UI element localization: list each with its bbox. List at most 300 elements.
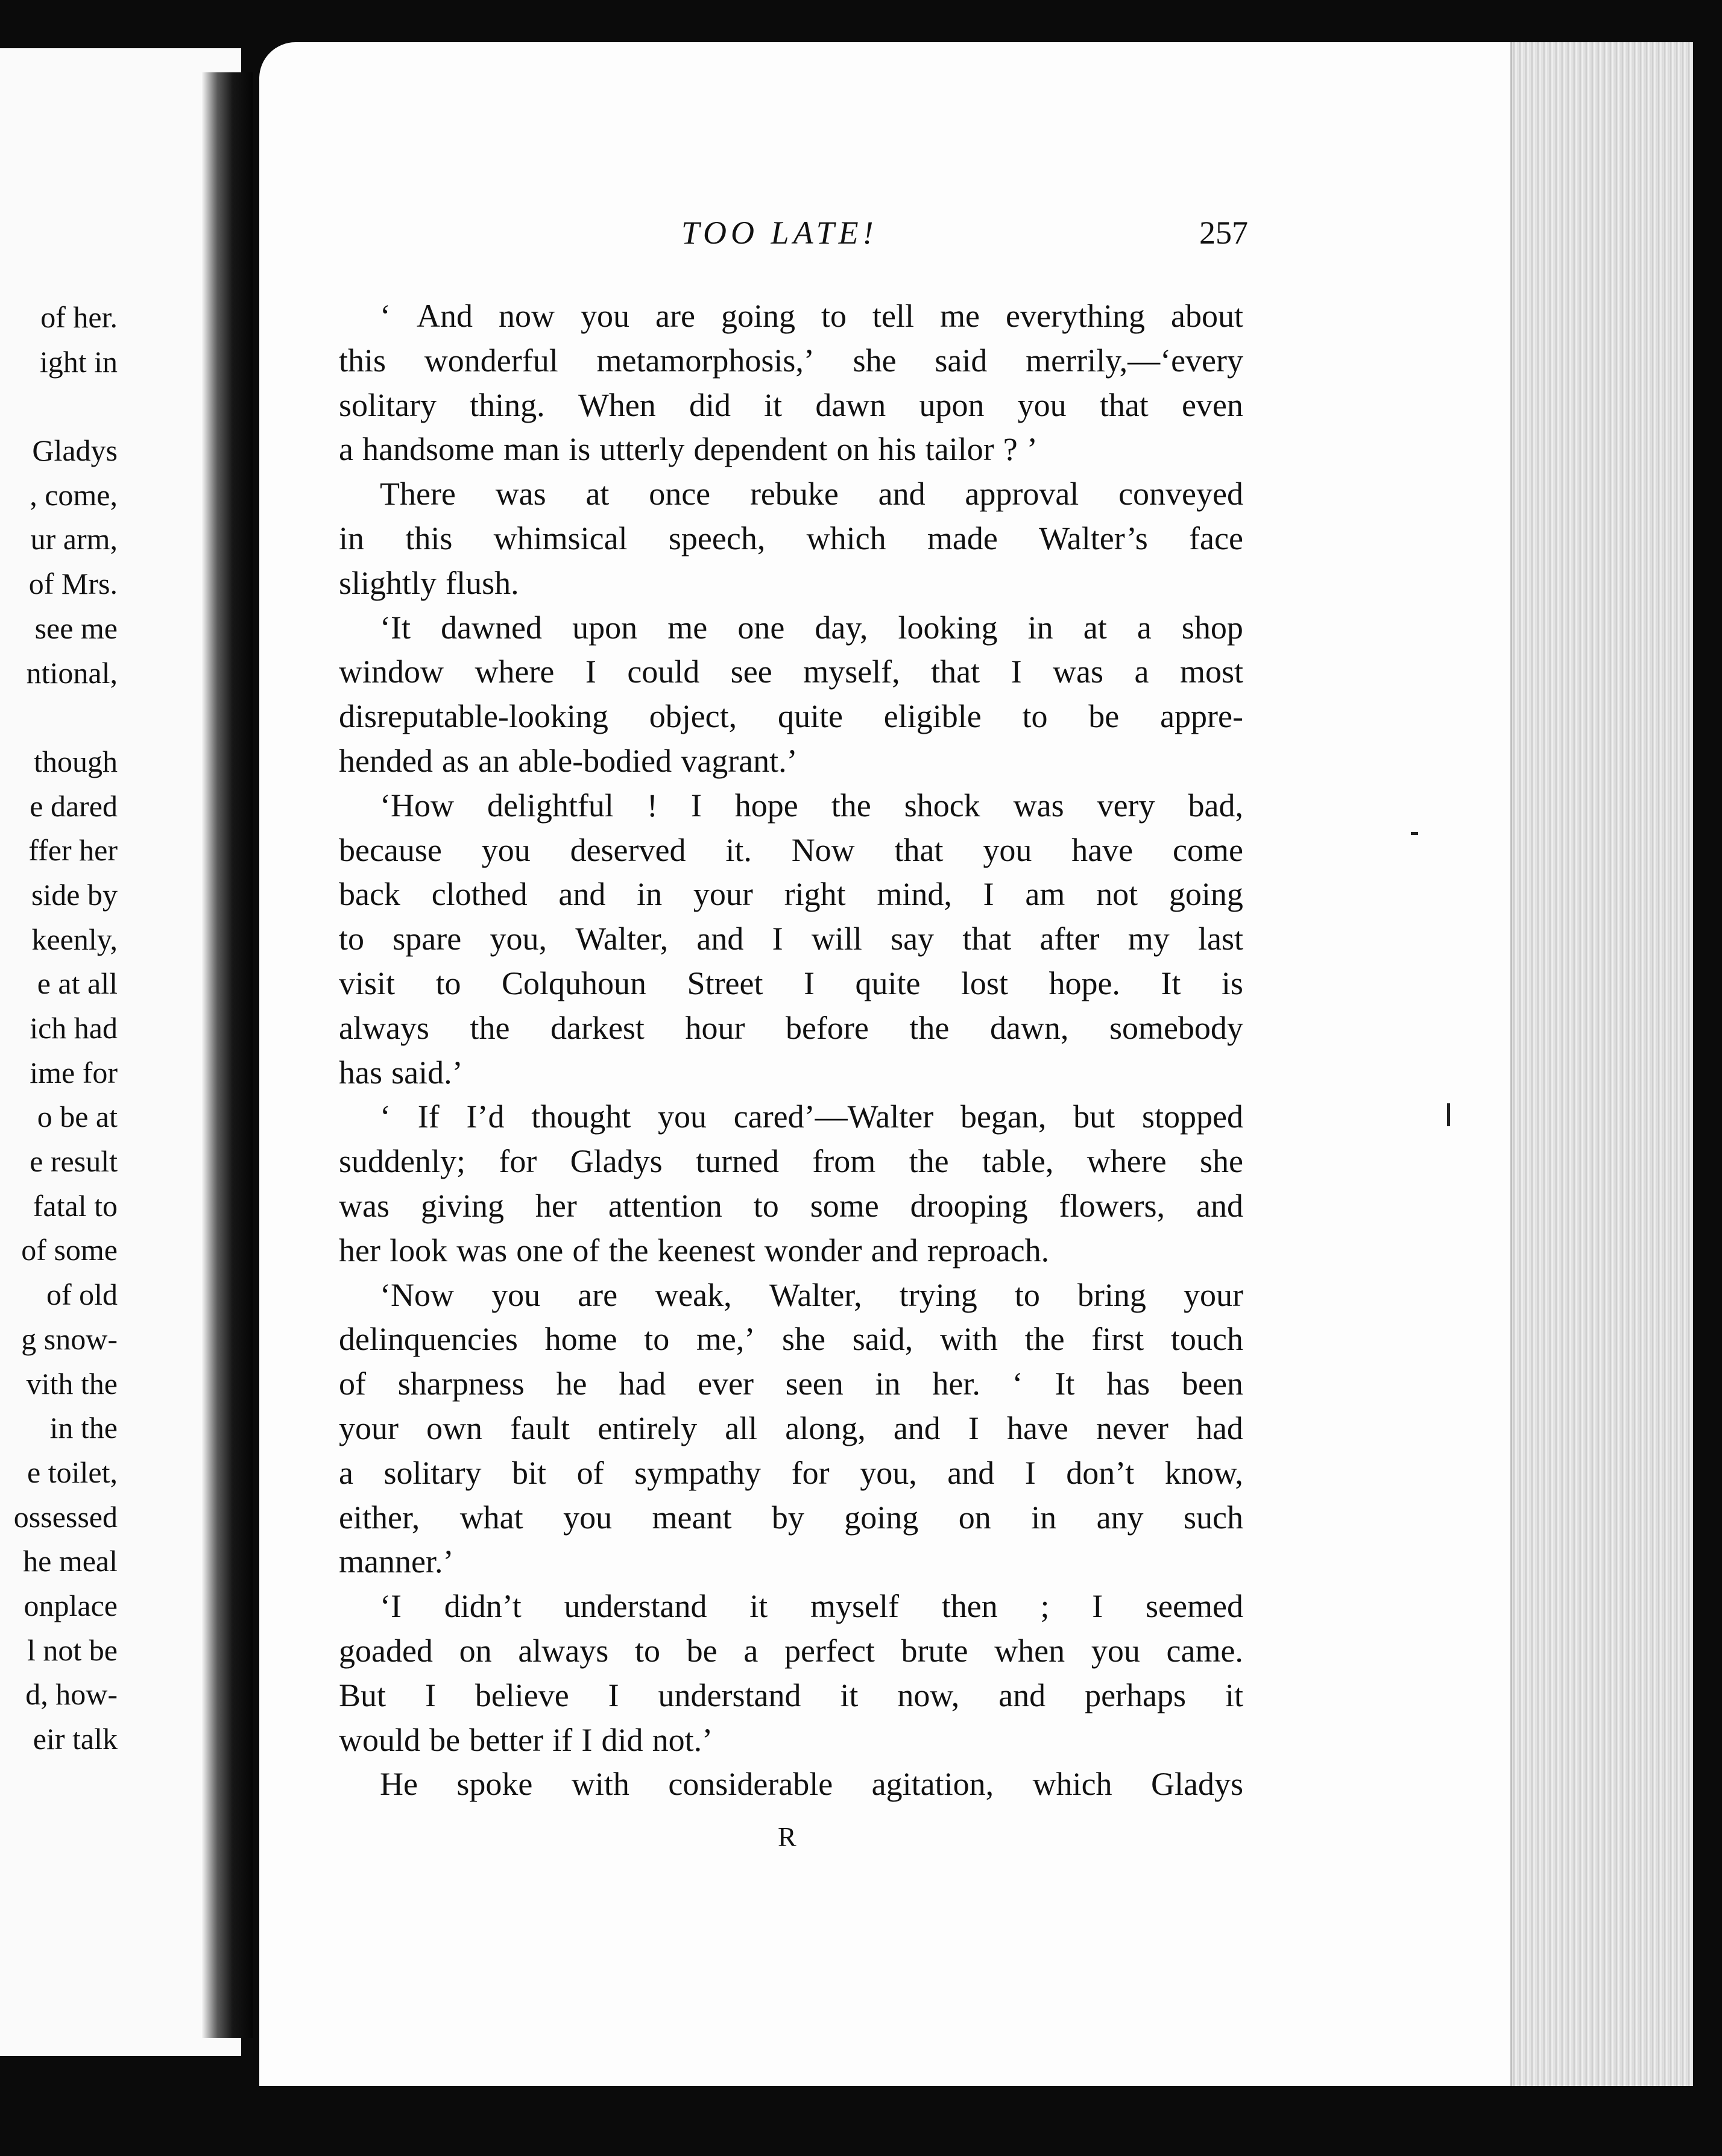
word: once [649,476,711,512]
left-page-line: in the [49,1411,118,1445]
word: this [405,520,453,556]
word: brute [901,1632,968,1669]
left-page-line: l not be [27,1633,118,1667]
left-page-line: fatal to [33,1188,118,1223]
word: bit [512,1454,547,1491]
word: sympathy [634,1454,762,1491]
word: perfect [784,1632,875,1669]
word: where [1086,1143,1167,1180]
word: now, [897,1677,960,1713]
word: always [518,1632,609,1669]
word: seen [785,1366,844,1402]
left-page-line: though [34,744,118,778]
left-page-line [0,695,118,740]
word: this [339,342,386,379]
word: touch [1170,1321,1243,1358]
text-line [339,1184,1243,1229]
word: going [1168,876,1243,913]
word: is [569,431,591,468]
word: your [693,876,753,913]
word: that [931,654,980,690]
word: the [470,1009,510,1046]
word: turned [695,1143,779,1180]
word: Colquhoun [502,965,647,1001]
word: about [1171,298,1243,334]
text-line [339,1229,1243,1273]
word: Gladys [570,1143,663,1180]
word: eligible [883,698,982,735]
word: the [831,787,871,824]
word: of [339,1366,366,1402]
word: to [435,965,461,1001]
word: conveyed [1118,476,1243,512]
word: it [749,1588,768,1625]
word: when [994,1632,1065,1669]
text-line [339,872,1243,917]
word: Walter, [769,1276,862,1313]
left-page-line: eir talk [33,1722,118,1756]
text-line [339,1006,1243,1051]
word: going [721,298,795,334]
word: most [1179,654,1243,690]
word: and [947,1454,995,1491]
word: come [1172,831,1243,868]
left-page-line: e toilet, [27,1455,118,1489]
text-line [339,650,1243,695]
page-number: 257 [1199,215,1248,251]
left-page-line: ime for [30,1055,118,1089]
word: ‘I [380,1588,402,1625]
word: and [871,1232,918,1269]
word: you [481,831,531,868]
word: and [696,921,744,957]
left-page-line: onplace [24,1588,118,1622]
word: the [909,1143,949,1180]
word: suddenly; [339,1143,465,1180]
word: somebody [1109,1009,1243,1046]
word: it. [725,831,752,868]
word: man [503,431,560,468]
word: I [585,654,596,690]
text-line [339,962,1243,1006]
word: home [544,1321,617,1358]
word: did [601,1721,643,1758]
text-line [339,917,1243,962]
word: said, [852,1321,913,1358]
word: face [1189,520,1243,556]
signature-mark: R [778,1821,796,1852]
word: even [1181,386,1243,423]
text-line [339,784,1243,828]
word: always [339,1009,429,1046]
word: and [878,476,926,512]
word: shock [904,787,980,824]
word: one [737,609,785,646]
text-line [339,1762,1243,1807]
word: thought [531,1098,631,1135]
word: such [1183,1499,1243,1536]
text-line [339,561,1243,606]
word: you [491,1276,541,1313]
word: solitary [383,1454,482,1491]
word: but [1073,1098,1115,1135]
word: hended [339,742,433,779]
word: as [442,742,470,779]
word: be [429,1721,461,1758]
word: day, [815,609,868,646]
word: Walter’s [1039,520,1148,556]
word: me [940,298,980,334]
word: Walter, [575,921,669,957]
word: she [1199,1143,1243,1180]
word: to [753,1187,779,1224]
body-text [339,294,1243,1807]
word: understand [564,1588,707,1625]
word: tailor [925,431,994,468]
word: to [634,1632,660,1669]
left-page-line: he meal [23,1544,118,1578]
text-line [339,1139,1243,1184]
word: lost [960,965,1008,1001]
word: said [935,342,988,379]
left-page-line: side by [31,877,118,912]
word: upon [919,386,985,423]
word: handsome [362,431,495,468]
word: by [771,1499,804,1536]
scan-speck [1411,832,1418,835]
word: to [339,921,365,957]
word: keenest [657,1232,755,1269]
word: first [1091,1321,1144,1358]
running-head [681,214,1248,262]
word: along, [785,1410,866,1446]
word: her [339,1232,380,1269]
word: looking [898,609,998,646]
word: drooping [910,1187,1028,1224]
text-line [339,695,1243,739]
word: you [983,831,1032,868]
text-line [339,1718,1243,1763]
word: There [380,476,456,512]
word: hope [734,787,798,824]
word: I [1024,1454,1036,1491]
left-page-line: , come, [30,478,118,512]
word: it [1225,1677,1243,1713]
left-page-line: e result [30,1144,118,1179]
word: with [571,1766,629,1803]
left-page-line: see me [34,611,118,645]
word: are [655,298,695,334]
word: manner.’ [339,1543,454,1580]
word: Now [791,831,855,868]
word: deserved [570,831,686,868]
word: know, [1164,1454,1243,1491]
word: either, [339,1499,420,1536]
page-edges [1510,42,1693,2086]
text-line [339,1317,1243,1362]
word: you [581,298,630,334]
left-page-line: of her. [40,300,118,334]
word: and [998,1677,1046,1713]
word: But [339,1677,386,1713]
word: ‘It [380,609,411,646]
word: seemed [1146,1588,1243,1625]
word: didn’t [444,1588,522,1625]
word: which [1032,1766,1112,1803]
word: at [585,476,610,512]
word: a [339,431,353,468]
word: I [772,921,783,957]
word: was [456,1232,508,1269]
word: delinquencies [339,1321,518,1358]
word: was [1053,654,1104,690]
word: at [1083,609,1107,646]
word: ‘How [380,787,454,824]
word: say [891,921,935,957]
word: if [552,1721,573,1758]
text-line [339,383,1243,428]
word: everything [1006,298,1145,334]
word: And [417,298,473,334]
word: an [478,742,509,779]
word: me,’ [696,1321,755,1358]
word: the [608,1232,649,1269]
word: on [958,1499,991,1536]
word: with [939,1321,998,1358]
word: a [743,1632,758,1669]
word: dawn [815,386,886,423]
word: he [556,1366,587,1402]
word: mind, [877,876,952,913]
word: trying [899,1276,977,1313]
left-page-line: ffer her [28,833,118,868]
word: I [1011,654,1022,690]
word: giving [420,1187,504,1224]
left-page-line: of Mrs. [28,567,118,601]
word: where [475,654,555,690]
word: ever [698,1366,754,1402]
text-line [339,739,1243,784]
word: she [853,342,897,379]
word: tell [872,298,915,334]
word: right [784,876,846,913]
word: be [1088,698,1120,735]
word: table, [982,1143,1054,1180]
word: could [627,654,700,690]
word: rebuke [749,476,839,512]
word: on [836,431,869,468]
left-page-line: ossessed [13,1499,118,1534]
word: did [689,386,731,423]
word: I [983,876,994,913]
book-gutter [202,72,253,2038]
word: your [339,1410,399,1446]
left-page-line: d, how- [25,1677,118,1712]
left-page-line: of old [46,1278,118,1312]
word: It [1161,965,1181,1001]
word: that [962,921,1012,957]
word: Street [687,965,763,1001]
word: is [1221,965,1243,1001]
word: quite [777,698,843,735]
text-line [339,1362,1243,1407]
word: dawn, [989,1009,1069,1046]
word: a [1137,609,1152,646]
word: her [535,1187,577,1224]
word: said.’ [391,1054,463,1091]
word: ‘Now [380,1276,454,1313]
left-page-line: e at all [37,966,118,1001]
word: one [516,1232,564,1269]
word: me [667,609,708,646]
word: in [875,1366,901,1402]
word: that [894,831,944,868]
text-line [339,1451,1243,1496]
word: agitation, [871,1766,994,1803]
word: on [459,1632,492,1669]
word: going [844,1499,919,1536]
word: you [658,1098,707,1135]
left-page-line: Gladys [32,433,118,468]
word: slightly [339,564,437,601]
word: in [1031,1499,1057,1536]
word: don’t [1066,1454,1135,1491]
word: myself, [803,654,900,690]
word: began, [960,1098,1047,1135]
word: If [417,1098,440,1135]
word: to [821,298,847,334]
word: very [1097,787,1155,824]
word: considerable [668,1766,833,1803]
word: of [572,1232,600,1269]
left-page-line: of some [21,1233,118,1267]
word: his [878,431,916,468]
text-line [339,517,1243,561]
word: back [339,876,400,913]
word: for [499,1143,537,1180]
word: dawned [441,609,543,646]
word: from [812,1143,876,1180]
word: object, [649,698,737,735]
word: to [1014,1276,1040,1313]
word: you [1017,386,1067,423]
word: approval [965,476,1079,512]
word: see [730,654,772,690]
text-line [339,1095,1243,1139]
text-line [339,427,1243,472]
word: I [581,1721,593,1758]
word: weak, [655,1276,732,1313]
word: delightful [487,787,614,824]
left-page-line: g snow- [21,1322,118,1356]
left-page-line: e dared [30,789,118,823]
word: have [1006,1410,1068,1446]
word: has [339,1054,382,1091]
word: ‘ [1012,1366,1023,1402]
word: solitary [339,386,437,423]
word: it [764,386,783,423]
word: and [558,876,606,913]
word: your [1184,1276,1243,1313]
word: bring [1077,1276,1146,1313]
word: bad, [1188,787,1243,824]
word: Gladys [1150,1766,1243,1803]
word: hope. [1049,965,1120,1001]
word: own [426,1410,483,1446]
word: quite [855,965,921,1001]
word: to [644,1321,670,1358]
word: ! [646,787,658,824]
left-page-line: ntional, [26,655,118,690]
word: are [578,1276,618,1313]
left-page-line [0,384,118,429]
word: to [1022,698,1048,735]
word: I [608,1677,619,1713]
word: I [424,1677,436,1713]
word: utterly [599,431,685,468]
word: believe [475,1677,569,1713]
word: clothed [431,876,528,913]
word: wonderful [424,342,558,379]
word: for [791,1454,830,1491]
text-line [339,1407,1243,1451]
word: am [1025,876,1065,913]
word: meant [652,1499,732,1536]
word: flowers, [1059,1187,1165,1224]
text-line [339,1674,1243,1718]
word: then [941,1588,998,1625]
word: vagrant.’ [681,742,798,779]
word: sharpness [397,1366,525,1402]
word: because [339,831,442,868]
word: in [637,876,663,913]
word: before [785,1009,869,1046]
text-line [339,1273,1243,1318]
word: have [1071,831,1134,868]
word: spare [393,921,462,957]
word: a [339,1454,353,1491]
text-line [339,294,1243,339]
text-line [339,1629,1243,1674]
left-page-line: vith the [26,1366,118,1401]
word: you [563,1499,613,1536]
word: you [1091,1632,1140,1669]
word: made [927,520,998,556]
word: and [1196,1187,1243,1224]
word: you, [860,1454,917,1491]
left-page-line: o be at [37,1100,118,1134]
word: that [1099,386,1149,423]
word: ‘ [380,298,391,334]
word: thing. [470,386,545,423]
word: ; [1040,1588,1050,1625]
left-page-line: ich had [30,1011,118,1045]
word: merrily,—‘every [1026,342,1243,379]
text-line [339,606,1243,651]
word: ? [1003,431,1018,468]
left-page-line: ur arm, [30,522,118,556]
word: I [690,787,702,824]
word: will [811,921,862,957]
text-line [339,1584,1243,1629]
left-page-text [0,295,118,1762]
word: you, [490,921,547,957]
word: it [840,1677,859,1713]
word: after [1039,921,1100,957]
word: cared’—Walter [733,1098,934,1135]
word: upon [572,609,638,646]
word: myself [810,1588,899,1625]
